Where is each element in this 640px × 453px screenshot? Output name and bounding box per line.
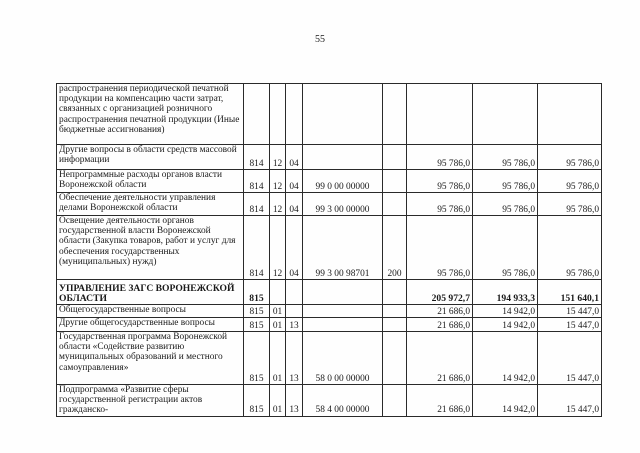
expense-type-code <box>383 280 407 305</box>
ministry-code: 814 <box>244 145 270 170</box>
expense-type-code <box>383 318 407 332</box>
ministry-code <box>244 84 270 145</box>
section-code: 12 <box>270 216 286 280</box>
target-code: 99 0 00 00000 <box>303 170 383 193</box>
table-row <box>57 332 602 385</box>
subsection-code <box>286 305 303 318</box>
expense-type-code <box>383 305 407 318</box>
subsection-code: 04 <box>286 170 303 193</box>
year2-amount: 95 786,0 <box>473 145 538 170</box>
ministry-code: 814 <box>244 193 270 216</box>
row-name: распространения периодической печатной продукции на компенсацию части затрат, связанных с организацией розничного распространения печатной продукции (Иные бюджетные ассигнования) <box>57 84 244 145</box>
year2-amount: 95 786,0 <box>473 216 538 280</box>
ministry-code: 815 <box>244 305 270 318</box>
expense-type-code <box>383 84 407 145</box>
year1-amount: 21 686,0 <box>407 385 473 417</box>
year3-amount <box>538 84 602 145</box>
row-name: Непрограммные расходы органов власти Воронежской области <box>57 170 244 193</box>
row-name: Общегосударственные вопросы <box>57 305 244 318</box>
year2-amount: 14 942,0 <box>473 318 538 332</box>
row-name: Подпрограмма «Развитие сферы государственной регистрации актов гражданско- <box>57 385 244 417</box>
expense-type-code <box>383 332 407 385</box>
year1-amount: 95 786,0 <box>407 145 473 170</box>
subsection-code: 04 <box>286 216 303 280</box>
year2-amount: 194 933,3 <box>473 280 538 305</box>
table-row <box>57 216 602 280</box>
table-row <box>57 170 602 193</box>
year1-amount: 95 786,0 <box>407 193 473 216</box>
row-name: Обеспечение деятельности управления делами Воронежской области <box>57 193 244 216</box>
section-code: 01 <box>270 305 286 318</box>
year1-amount: 95 786,0 <box>407 216 473 280</box>
section-code: 01 <box>270 332 286 385</box>
year2-amount <box>473 84 538 145</box>
table-row <box>57 193 602 216</box>
table-row <box>57 84 602 145</box>
year3-amount: 95 786,0 <box>538 193 602 216</box>
year3-amount: 95 786,0 <box>538 170 602 193</box>
table-row <box>57 385 602 417</box>
row-name: Освещение деятельности органов государственной власти Воронежской области (Закупка товаров, работ и услуг для обеспечения государственных (муниципальных) нужд) <box>57 216 244 280</box>
row-name: Государственная программа Воронежской области «Содействие развитию муниципальных образований и местного самоуправления» <box>57 332 244 385</box>
expense-type-code: 200 <box>383 216 407 280</box>
year2-amount: 14 942,0 <box>473 305 538 318</box>
year3-amount: 15 447,0 <box>538 318 602 332</box>
target-code <box>303 305 383 318</box>
target-code <box>303 318 383 332</box>
year3-amount: 95 786,0 <box>538 145 602 170</box>
target-code <box>303 84 383 145</box>
year3-amount: 15 447,0 <box>538 385 602 417</box>
section-code: 12 <box>270 170 286 193</box>
subsection-code: 04 <box>286 145 303 170</box>
year3-amount: 15 447,0 <box>538 332 602 385</box>
subsection-code <box>286 280 303 305</box>
ministry-code: 815 <box>244 385 270 417</box>
ministry-code: 815 <box>244 280 270 305</box>
subsection-code: 04 <box>286 193 303 216</box>
year1-amount: 21 686,0 <box>407 318 473 332</box>
year3-amount: 15 447,0 <box>538 305 602 318</box>
table-row <box>57 280 602 305</box>
year1-amount: 205 972,7 <box>407 280 473 305</box>
section-code <box>270 280 286 305</box>
row-name: Другие общегосударственные вопросы <box>57 318 244 332</box>
target-code: 58 4 00 00000 <box>303 385 383 417</box>
year3-amount: 151 640,1 <box>538 280 602 305</box>
target-code: 99 3 00 00000 <box>303 193 383 216</box>
target-code <box>303 145 383 170</box>
ministry-code: 815 <box>244 318 270 332</box>
ministry-code: 815 <box>244 332 270 385</box>
year1-amount: 21 686,0 <box>407 332 473 385</box>
row-name: УПРАВЛЕНИЕ ЗАГС ВОРОНЕЖСКОЙ ОБЛАСТИ <box>57 280 244 305</box>
section-code: 12 <box>270 193 286 216</box>
page-number: 55 <box>315 34 325 45</box>
year2-amount: 95 786,0 <box>473 170 538 193</box>
ministry-code: 814 <box>244 216 270 280</box>
subsection-code <box>286 84 303 145</box>
year2-amount: 14 942,0 <box>473 385 538 417</box>
table-row <box>57 305 602 318</box>
section-code: 01 <box>270 385 286 417</box>
row-name: Другие вопросы в области средств массовой информации <box>57 145 244 170</box>
section-code: 12 <box>270 145 286 170</box>
subsection-code: 13 <box>286 332 303 385</box>
section-code: 01 <box>270 318 286 332</box>
subsection-code: 13 <box>286 318 303 332</box>
table-row <box>57 318 602 332</box>
year1-amount: 95 786,0 <box>407 170 473 193</box>
section-code <box>270 84 286 145</box>
expense-type-code <box>383 385 407 417</box>
subsection-code: 13 <box>286 385 303 417</box>
year1-amount: 21 686,0 <box>407 305 473 318</box>
expense-type-code <box>383 193 407 216</box>
budget-table <box>56 83 602 417</box>
expense-type-code <box>383 170 407 193</box>
year1-amount <box>407 84 473 145</box>
ministry-code: 814 <box>244 170 270 193</box>
year3-amount: 95 786,0 <box>538 216 602 280</box>
target-code: 58 0 00 00000 <box>303 332 383 385</box>
target-code: 99 3 00 98701 <box>303 216 383 280</box>
target-code <box>303 280 383 305</box>
expense-type-code <box>383 145 407 170</box>
year2-amount: 14 942,0 <box>473 332 538 385</box>
table-row <box>57 145 602 170</box>
year2-amount: 95 786,0 <box>473 193 538 216</box>
